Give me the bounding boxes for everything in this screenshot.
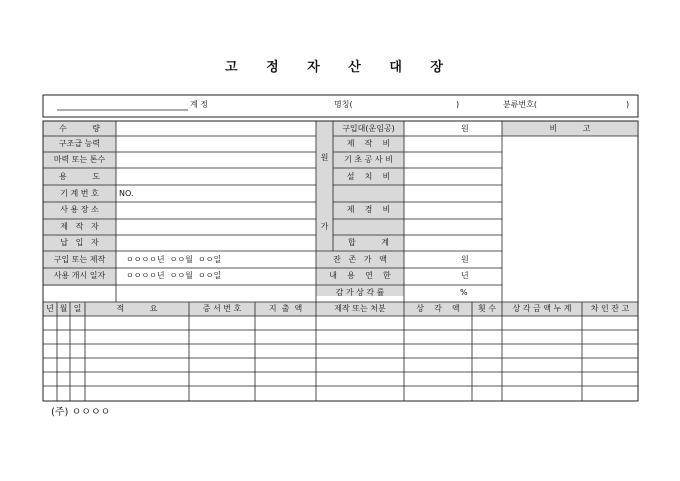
ledger-header-year: 년	[46, 304, 54, 313]
residual-unit: 원	[461, 255, 469, 264]
ledger-header-day: 일	[73, 304, 82, 313]
usage-label: 용 도	[59, 172, 100, 181]
remarks-label: 비 고	[549, 124, 591, 133]
ledger-header-disposal: 제작 또는 처분	[334, 304, 386, 313]
class-no-label: 분류번호(	[503, 100, 538, 109]
ledger-header-summary: 적 요	[116, 304, 158, 313]
cost-side-ga: 가	[320, 222, 329, 231]
ledger-header-month: 월	[59, 304, 68, 313]
maker-label: 제 작 자	[60, 222, 99, 231]
ledger-header-cumulative: 상 각 금 액 누 계	[512, 304, 572, 313]
ledger-header-voucher: 증 서 번 호	[202, 304, 242, 313]
quantity-label: 수 량	[59, 124, 100, 133]
make-cost-label: 제 작 비	[346, 139, 391, 148]
start-date-value[interactable]: ㅇㅇㅇㅇ년 ㅇㅇ월 ㅇㅇ일	[126, 271, 222, 280]
cost-side-won: 원	[320, 153, 329, 162]
total-label: 합 계	[348, 238, 389, 247]
acq-date-label: 구입 또는 제작	[53, 255, 106, 264]
footer-note: (주) ㅇㅇㅇㅇ	[51, 407, 111, 418]
class-no-close: )	[626, 100, 630, 109]
ledger-header-balance: 차 인 잔 고	[590, 304, 630, 313]
misc-cost-label: 제 경 비	[346, 205, 391, 214]
purchase-unit: 원	[461, 124, 469, 133]
location-label: 사 용 장 소	[60, 205, 99, 214]
ledger-header-count: 횟 수	[478, 304, 496, 313]
start-date-label: 사용 개시 일자	[53, 271, 106, 280]
install-cost-label: 설 치 비	[346, 172, 391, 181]
dep-unit: %	[460, 288, 468, 297]
structure-label: 구조급 능력	[58, 139, 101, 148]
ledger-header-depreciation: 상 각 액	[416, 304, 460, 313]
ledger-header-expense: 지 출 액	[268, 304, 303, 313]
life-label: 내 용 연 한	[329, 271, 391, 280]
purchase-label: 구입대(운임공)	[342, 124, 395, 133]
document-title: 고 정 자 산 대 장	[225, 60, 455, 75]
machine-no-value[interactable]: NO.	[119, 189, 134, 198]
name-close: )	[456, 100, 460, 109]
residual-label: 잔 존 가 액	[333, 255, 387, 264]
delivery-label: 납 입 자	[60, 238, 99, 247]
horsepower-label: 마력 또는 톤수	[53, 155, 106, 164]
dep-rate-label: 감 가 상 각 률	[335, 288, 385, 297]
name-label: 명칭(	[334, 100, 353, 109]
machine-no-label: 기 계 번 호	[60, 189, 99, 198]
acq-date-value[interactable]: ㅇㅇㅇㅇ년 ㅇㅇ월 ㅇㅇ일	[126, 255, 222, 264]
base-cost-label: 기 초 공 사 비	[344, 155, 393, 164]
account-label: 계 정	[190, 100, 208, 109]
life-unit: 년	[461, 271, 469, 280]
